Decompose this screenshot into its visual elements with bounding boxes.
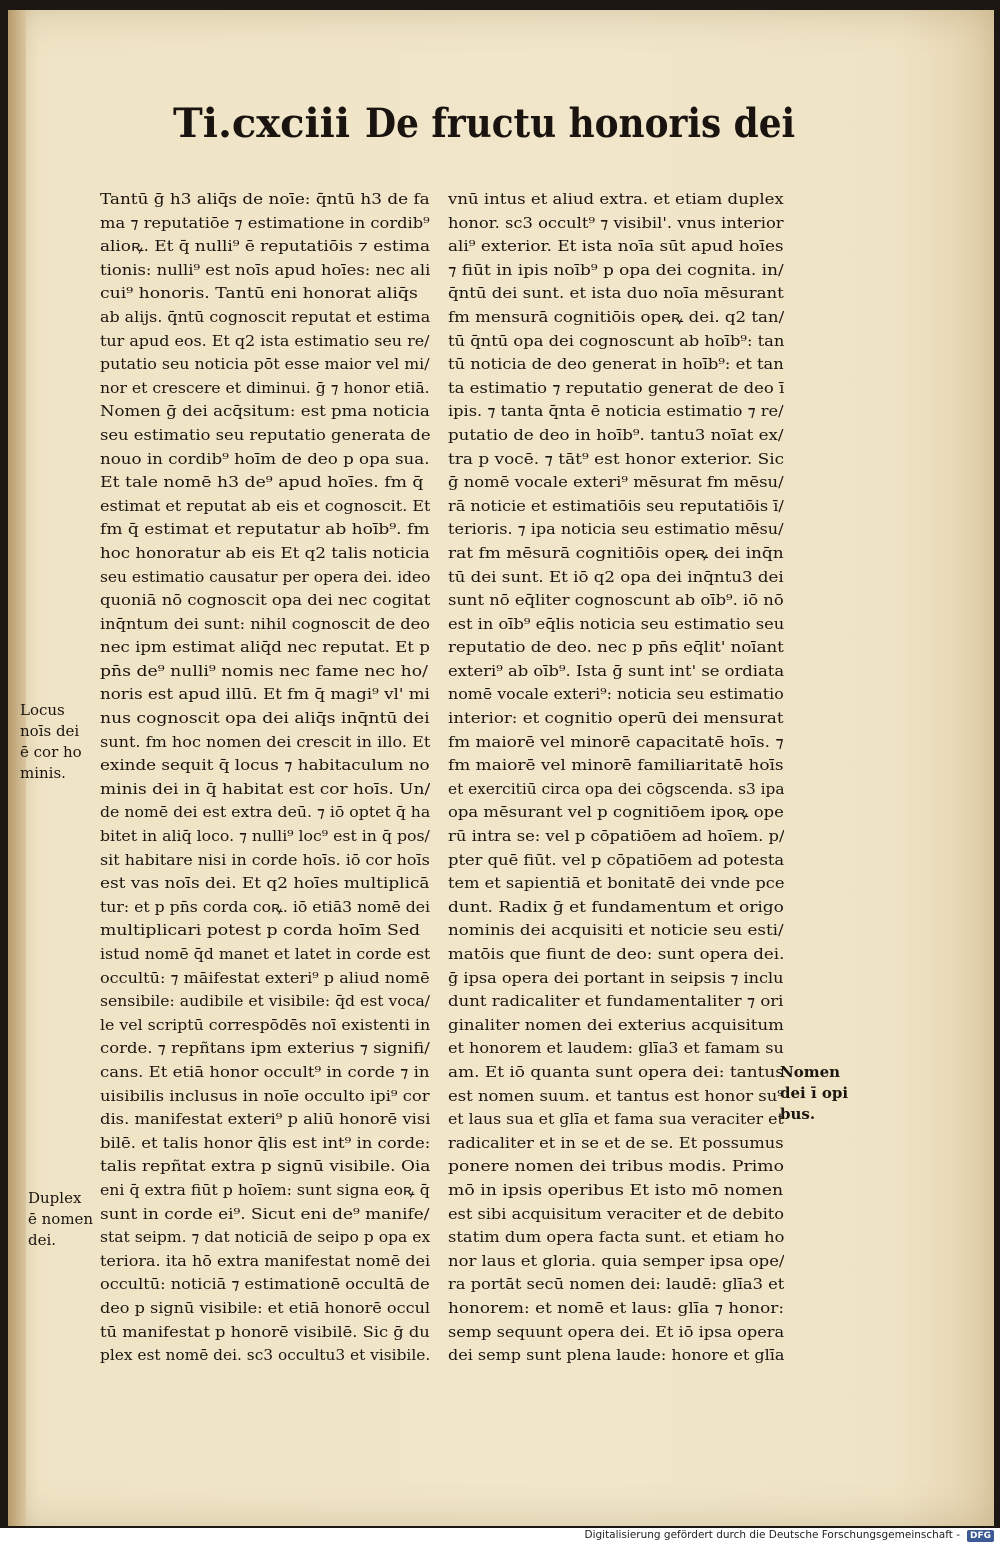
text-line: ali⁹ exterior. Et ista noīa sūt apud hoīes (448, 237, 784, 256)
text-line: rat fm mēsurā cognitiōis opeꝶ dei inq̄n (448, 543, 784, 562)
digitization-footer (0, 1528, 1000, 1545)
text-line: honor. sc3 occult⁹ ⁊ visibil'. vnus interior (448, 213, 784, 232)
text-line: minis dei in q̄ habitat est cor hoīs. Un/ (100, 779, 430, 798)
text-line: exteri⁹ ab oīb⁹. Ista ḡ sunt int' se ordiata (448, 661, 784, 680)
text-line: eni q̄ extra fiūt p hoīem: sunt signa eoꝶ q̄ (100, 1180, 430, 1199)
marginal-line: Duplex (28, 1189, 82, 1207)
text-line: tū manifestat p honorē visibilē. Sic ḡ du (100, 1322, 430, 1341)
text-line: radicaliter et in se et de se. Et possumus (448, 1133, 784, 1152)
text-line: corde. ⁊ repñtans ipm exterius ⁊ signifi/ (100, 1039, 430, 1058)
text-line: fm mensurā cognitiōis opeꝶ dei. q2 tan/ (448, 307, 784, 326)
text-line: ḡ ipsa opera dei portant in seipsis ⁊ inclu (448, 968, 784, 987)
text-line: mō in ipsis operibus Et isto mō nomen (448, 1180, 784, 1199)
text-line: tū dei sunt. Et iō q2 opa dei inq̄ntu3 dei (448, 567, 784, 586)
text-line: ḡ nomē vocale exteri⁹ mēsurat fm mēsu/ (448, 473, 784, 492)
text-line: nec ipm estimat aliq̄d nec reputat. Et p (100, 638, 430, 657)
text-line: nominis dei acquisiti et noticie seu esti/ (448, 921, 784, 940)
text-line: inq̄ntum dei sunt: nihil cognoscit de deo (100, 614, 430, 633)
text-line: tem et sapientiā et bonitatē dei vnde pce (448, 874, 784, 893)
text-line: opa mēsurant vel p cognitiōem ipoꝶ ope (448, 803, 784, 822)
text-line: sunt nō eq̄liter cognoscunt ab oīb⁹. iō nō (448, 591, 784, 610)
text-line: nor laus et gloria. quia semper ipsa ope/ (448, 1251, 784, 1270)
text-line: est in oīb⁹ eq̄lis noticia seu estimatio seu (448, 614, 784, 633)
text-line: nomē vocale exteri⁹: noticia seu estimatio (448, 685, 784, 704)
text-line: q̄ntū dei sunt. et ista duo noīa mēsurant (448, 284, 784, 303)
text-line: sunt in corde ei⁹. Sicut eni de⁹ manife/ (100, 1204, 430, 1223)
text-line: seu estimatio causatur per opera dei. ideo (100, 567, 430, 586)
text-line: ⁊ fiūt in ipis noīb⁹ p opa dei cognita. in/ (448, 260, 784, 279)
text-line: ta estimatio ⁊ reputatio generat de deo ī (448, 378, 784, 397)
text-line: ginaliter nomen dei exterius acquisitum (448, 1015, 784, 1034)
footer-credit: Digitalisierung gefördert durch die Deutsche Forschungsgemeinschaft - (584, 1529, 960, 1541)
text-line: sunt. fm hoc nomen dei crescit in illo. Et (100, 732, 430, 751)
marginal-line: ē cor ho (20, 743, 82, 761)
text-line: ra portāt secū nomen dei: laudē: glīa3 et (448, 1275, 784, 1294)
text-line: tur apud eos. Et q2 ista estimatio seu re/ (100, 331, 430, 350)
text-line: teriora. ita hō extra manifestat nomē dei (100, 1251, 430, 1270)
text-line: est nomen suum. et tantus est honor su⁹ (448, 1086, 784, 1105)
text-line: Et tale nomē h3 de⁹ apud hoīes. fm q̄ (100, 473, 424, 492)
text-line: talis repñtat extra p signū visibile. Oia (100, 1157, 430, 1176)
text-line: noris est apud illū. Et fm q̄ magi⁹ vl' mi (100, 685, 430, 704)
text-line: deo p signū visibile: et etiā honorē occul (100, 1298, 430, 1317)
text-line: et exercitiū circa opa dei cōgscenda. s3 ipa (448, 779, 784, 798)
text-line: sensibile: audibile et visibile: q̄d est voca/ (100, 992, 430, 1011)
text-line: fm maiorē vel minorē capacitatē hoīs. ⁊ (448, 732, 784, 751)
text-line: putatio seu noticia pōt esse maior vel mi/ (100, 355, 430, 374)
text-line: terioris. ⁊ ipa noticia seu estimatio mēsu/ (448, 520, 784, 539)
text-line: istud nomē q̄d manet et latet in corde est (100, 945, 430, 963)
marginal-note-locus (20, 700, 82, 784)
text-line: semp sequunt opera dei. Et iō ipsa opera (448, 1322, 784, 1341)
text-line: le vel scriptū correspōdēs noī existenti in (100, 1015, 430, 1034)
text-line: dis. manifestat exteri⁹ p aliū honorē visi (100, 1110, 430, 1129)
text-line: de nomē dei est extra deū. ⁊ iō optet q̄ ha (100, 803, 430, 822)
text-line: rā noticie et estimatiōis seu reputatiōis ī/ (448, 496, 784, 515)
text-line: et honorem et laudem: glīa3 et famam su (448, 1039, 784, 1058)
marginal-line: minis. (20, 764, 66, 782)
text-line: ponere nomen dei tribus modis. Primo (448, 1157, 784, 1176)
text-line: et laus sua et glīa et fama sua veraciter et (448, 1110, 784, 1129)
text-line: matōis que fiunt de deo: sunt opera dei. (448, 945, 784, 963)
text-line: seu estimatio seu reputatio generata de (100, 425, 430, 444)
marginal-note-duplex (28, 1188, 93, 1251)
text-line: interior: et cognitio operū dei mensurat (448, 709, 784, 728)
text-line: nor et crescere et diminui. ḡ ⁊ honor etiā. (100, 378, 430, 397)
text-line: tionis: nulli⁹ est noīs apud hoīes: nec ali (100, 260, 430, 279)
marginal-note-nomen (780, 1062, 848, 1125)
text-line: occultū: noticiā ⁊ estimationē occultā de (100, 1275, 430, 1294)
text-line: bitet in aliq̄ loco. ⁊ nulli⁹ loc⁹ est in q̄ pos/ (100, 827, 430, 846)
text-line: honorem: et nomē et laus: glīa ⁊ honor: (448, 1298, 784, 1317)
text-column-left (100, 188, 430, 1368)
text-line: fm maiorē vel minorē familiaritatē hoīs (448, 756, 784, 775)
text-line: dei semp sunt plena laude: honore et glīa (448, 1346, 784, 1365)
text-line: pn̄s de⁹ nulli⁹ nomis nec fame nec ho/ (100, 661, 428, 680)
text-line: Nomen ḡ dei acq̄situm: est pma noticia (100, 402, 430, 421)
text-line: ma ⁊ reputatiōe ⁊ estimatione in cordib⁹ (100, 213, 430, 232)
dfg-logo: DFG (967, 1530, 994, 1542)
marginal-line: Nomen (780, 1063, 841, 1081)
text-line: Tantū ḡ h3 aliq̄s de noīe: q̄ntū h3 de fa (100, 190, 430, 208)
text-line: rū intra se: vel p cōpatiōem ad hoīem. p/ (448, 827, 784, 846)
text-line: dunt radicaliter et fundamentaliter ⁊ ori (448, 992, 784, 1011)
text-line: putatio de deo in hoīb⁹. tantu3 noīat ex/ (448, 425, 784, 444)
text-line: multiplicari potest p corda hoīm Sed (100, 921, 421, 940)
text-line: statim dum opera facta sunt. et etiam ho (448, 1228, 784, 1247)
text-line: alioꝶ. Et q̄ nulli⁹ ē reputatiōis ⁊ estima (100, 237, 430, 256)
text-line: ab alijs. q̄ntū cognoscit reputat et estima (100, 307, 430, 326)
text-line: uisibilis inclusus in noīe occulto ipi⁹ cor (100, 1086, 430, 1105)
text-line: quoniā nō cognoscit opa dei nec cogitat (100, 591, 430, 610)
text-line: am. Et iō quanta sunt opera dei: tantus (448, 1062, 784, 1081)
text-line: tra p vocē. ⁊ tāt⁹ est honor exterior. Sic (448, 449, 784, 468)
text-line: cans. Et etiā honor occult⁹ in corde ⁊ in (100, 1062, 430, 1081)
text-line: dunt. Radix ḡ et fundamentum et origo (448, 897, 784, 916)
chapter-title: De fructu honoris dei (365, 100, 796, 147)
text-line: nouo in cordib⁹ hoīm de deo p opa sua. (100, 449, 430, 468)
text-line: pter quē fiūt. vel p cōpatiōem ad potesta (448, 850, 784, 869)
marginal-line: noīs dei (20, 722, 80, 740)
text-line: vnū intus et aliud extra. et etiam duplex (448, 190, 784, 208)
text-line: nus cognoscit opa dei aliq̄s inq̄ntū dei (100, 709, 430, 728)
text-line: reputatio de deo. nec p pn̄s eq̄lit' noīant (448, 638, 784, 657)
marginal-line: dei. (28, 1231, 57, 1249)
text-line: hoc honoratur ab eis Et q2 talis noticia (100, 543, 430, 562)
running-head (165, 92, 805, 162)
text-line: tur: et p pn̄s corda coꝶ. iō etiā3 nomē dei (100, 897, 430, 916)
folio-number: Ti.cxciii (173, 100, 351, 147)
text-line: plex est nomē dei. sc3 occultu3 et visibile. (100, 1346, 430, 1365)
marginal-line: dei ī opi (780, 1084, 849, 1102)
text-line: est sibi acquisitum veraciter et de debito (448, 1204, 784, 1223)
text-column-right (448, 188, 784, 1368)
text-line: stat seipm. ⁊ dat noticiā de seipo p opa ex (100, 1228, 430, 1247)
text-line: cui⁹ honoris. Tantū eni honorat aliq̄s (100, 284, 418, 303)
text-line: sit habitare nisi in corde hoīs. iō cor hoīs (100, 850, 430, 869)
text-line: occultū: ⁊ māifestat exteri⁹ p aliud nomē (100, 968, 430, 987)
text-line: exinde sequit q̄ locus ⁊ habitaculum no (100, 756, 430, 775)
text-line: fm q̄ estimat et reputatur ab hoīb⁹. fm (100, 520, 430, 539)
marginal-line: bus. (780, 1105, 816, 1123)
marginal-line: Locus (20, 701, 65, 719)
text-line: ipis. ⁊ tanta q̄nta ē noticia estimatio ⁊ re/ (448, 402, 784, 421)
text-line: estimat et reputat ab eis et cognoscit. Et (100, 496, 430, 515)
marginal-line: ē nomen (28, 1210, 94, 1228)
text-line: tū noticia de deo generat in hoīb⁹: et tan (448, 355, 784, 374)
text-line: tū q̄ntū opa dei cognoscunt ab hoīb⁹: tan (448, 331, 784, 350)
text-line: est vas noīs dei. Et q2 hoīes multiplicā (100, 874, 430, 893)
text-line: bilē. et talis honor q̄lis est int⁹ in corde: (100, 1133, 430, 1152)
